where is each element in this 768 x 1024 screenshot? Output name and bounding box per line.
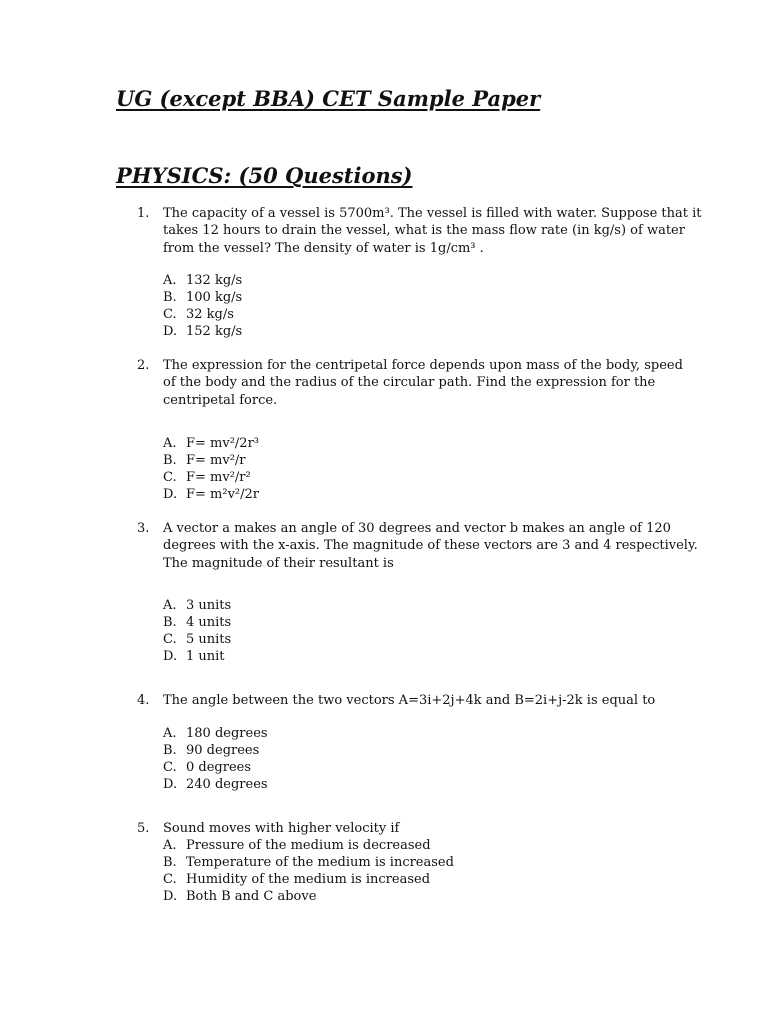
option-text: F= mv²/r: [186, 453, 246, 468]
question-line: The magnitude of their resultant is: [163, 555, 394, 571]
option-letter: A.: [163, 838, 177, 853]
option-letter: A.: [163, 273, 177, 288]
option-text: Temperature of the medium is increased: [186, 855, 454, 870]
question-line: centripetal force.: [163, 392, 278, 408]
option-text: Pressure of the medium is decreased: [186, 838, 431, 853]
option-text: 100 kg/s: [186, 290, 243, 305]
option-letter: C.: [163, 632, 177, 647]
option-letter: D.: [163, 487, 178, 502]
option-text: 1 unit: [186, 649, 225, 664]
option-text: Both B and C above: [186, 889, 317, 904]
question-number: 3.: [137, 521, 150, 536]
option-text: 5 units: [186, 632, 232, 647]
option-letter: A.: [163, 598, 177, 613]
option-text: F= m²v²/2r: [186, 487, 260, 502]
question-line: The angle between the two vectors A=3i+2j+4k and B=2i+j-2k is equal to: [163, 693, 656, 708]
option-text: 0 degrees: [186, 760, 252, 775]
option-text: 4 units: [186, 615, 232, 630]
document-title: UG (except BBA) CET Sample Paper: [116, 86, 541, 111]
question-text: [163, 820, 663, 837]
question-line: from the vessel? The density of water is 1g/cm³ .: [163, 240, 484, 256]
option-letter: C.: [163, 307, 177, 322]
question-number: 5.: [137, 821, 150, 836]
question-line: takes 12 hours to drain the vessel, what is the mass flow rate (in kg/s) of water: [163, 223, 685, 239]
option-letter: B.: [163, 453, 177, 468]
option-letter: A.: [163, 726, 177, 741]
option-letter: B.: [163, 855, 177, 870]
option-letter: D.: [163, 777, 178, 792]
option-text: 180 degrees: [186, 726, 268, 741]
option-text: Humidity of the medium is increased: [186, 872, 431, 887]
option-letter: C.: [163, 872, 177, 887]
option-text: 32 kg/s: [186, 307, 234, 322]
question-line: of the body and the radius of the circular path. Find the expression for the: [163, 375, 656, 391]
option-text: 152 kg/s: [186, 324, 243, 339]
option-letter: D.: [163, 324, 178, 339]
question-line: Sound moves with higher velocity if: [163, 821, 400, 836]
option-text: 3 units: [186, 598, 232, 613]
option-text: 132 kg/s: [186, 273, 243, 288]
question-line: The expression for the centripetal force depends upon mass of the body, speed: [163, 358, 683, 373]
option-letter: B.: [163, 615, 177, 630]
option-letter: B.: [163, 290, 177, 305]
question-number: 1.: [137, 206, 150, 221]
question-text: [163, 357, 683, 409]
option-letter: C.: [163, 470, 177, 485]
question-text: [163, 520, 698, 572]
question-text: [163, 692, 663, 709]
question-number: 4.: [137, 693, 150, 708]
option-text: 240 degrees: [186, 777, 268, 792]
question-number: 2.: [137, 358, 150, 373]
option-letter: D.: [163, 649, 178, 664]
option-text: F= mv²/2r³: [186, 436, 260, 451]
option-letter: D.: [163, 889, 178, 904]
question-line: The capacity of a vessel is 5700m³. The vessel is filled with water. Suppose that it: [163, 206, 702, 221]
option-text: 90 degrees: [186, 743, 260, 758]
option-letter: C.: [163, 760, 177, 775]
question-line: degrees with the x-axis. The magnitude of these vectors are 3 and 4 respectively.: [163, 538, 698, 554]
section-title: PHYSICS: (50 Questions): [116, 163, 413, 188]
option-letter: B.: [163, 743, 177, 758]
question-line: A vector a makes an angle of 30 degrees and vector b makes an angle of 120: [163, 521, 671, 536]
option-letter: A.: [163, 436, 177, 451]
option-text: F= mv²/r²: [186, 470, 251, 485]
question-text: [163, 205, 702, 257]
